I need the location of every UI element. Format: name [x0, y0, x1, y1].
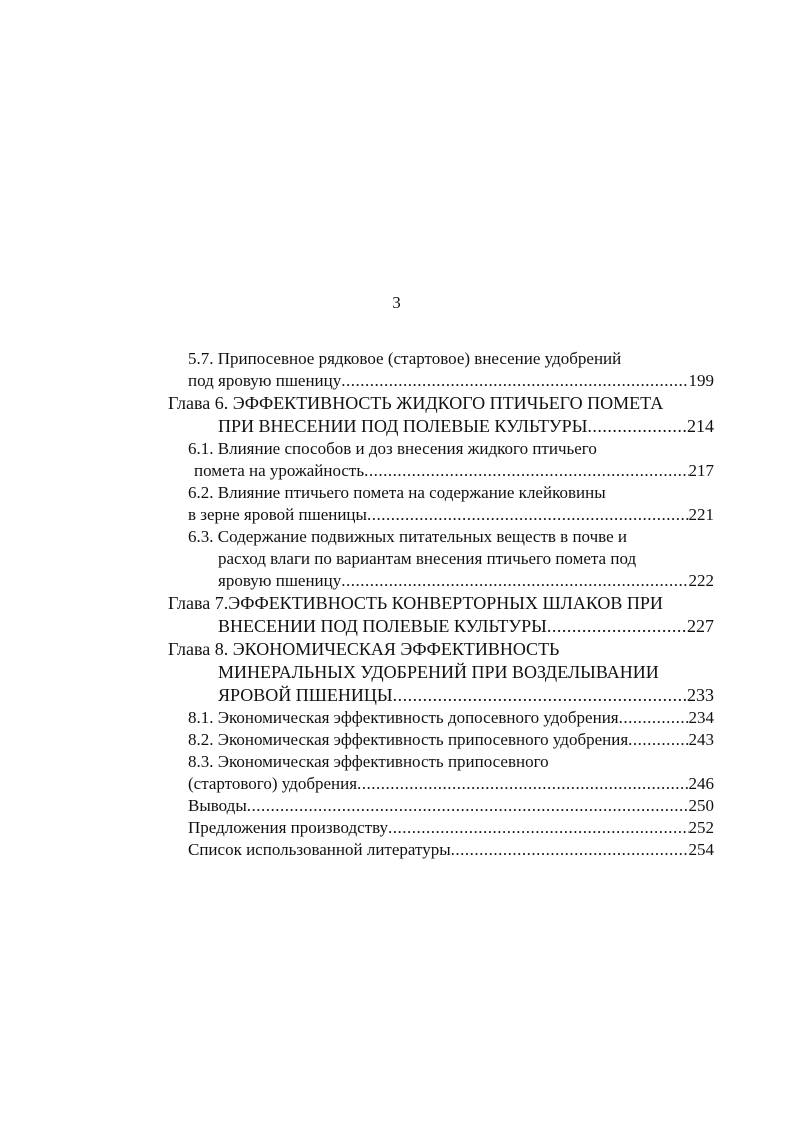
toc-entry-leader-line	[168, 729, 714, 751]
toc-entry-title-cont: яровую пшеницу	[218, 571, 342, 590]
toc-entry-leader-line	[168, 615, 714, 638]
dot-leader	[628, 729, 688, 751]
toc-chapter-6[interactable]	[168, 392, 714, 438]
dot-leader	[364, 460, 688, 482]
toc-entry-leader-line	[168, 839, 714, 861]
toc-entry-title: Выводы	[188, 796, 247, 815]
toc-entry-6-3[interactable]	[168, 526, 714, 592]
dot-leader	[451, 839, 689, 861]
dot-leader	[367, 504, 689, 526]
toc-entry-title: 8.1. Экономическая эффективность допосевного удобрения	[188, 708, 619, 727]
dot-leader	[341, 370, 688, 392]
toc-entry-leader-line	[168, 460, 714, 482]
dot-leader	[247, 795, 689, 817]
toc-entry-leader-line	[168, 707, 714, 729]
toc-entry-title: Список использованной литературы	[188, 840, 451, 859]
toc-entry-leader-line	[168, 684, 714, 707]
toc-entry-title: 8.2. Экономическая эффективность припосевного удобрения	[188, 730, 629, 749]
toc-entry-leader-line	[168, 370, 714, 392]
toc-entry-8-3[interactable]	[168, 751, 714, 795]
toc-entry-conclusions[interactable]	[168, 795, 714, 817]
dot-leader	[393, 684, 687, 707]
toc-entry-5-7[interactable]	[168, 348, 714, 392]
toc-entry-leader-line	[168, 570, 714, 592]
toc-page-number: 222	[688, 571, 714, 590]
toc-entry-6-2[interactable]	[168, 482, 714, 526]
toc-page-number: 217	[688, 461, 714, 480]
toc-entry-title: 6.3. Содержание подвижных питательных веществ в почве и	[188, 527, 627, 546]
toc-entry-leader-line	[168, 817, 714, 839]
toc-page-number: 199	[688, 371, 714, 390]
toc-entry-title: 5.7. Припосевное рядковое (стартовое) внесение удобрений	[188, 349, 622, 368]
toc-chapter-title: Глава 7.ЭФФЕКТИВНОСТЬ КОНВЕРТОРНЫХ ШЛАКОВ ПРИ	[168, 593, 663, 613]
toc-entry-title-cont: в зерне яровой пшеницы	[188, 505, 367, 524]
toc-page-number: 243	[688, 730, 714, 749]
dot-leader	[388, 817, 688, 839]
toc-page-number: 252	[688, 818, 714, 837]
toc-entry-title-cont: под яровую пшеницу	[188, 371, 342, 390]
dot-leader	[619, 707, 689, 729]
toc-chapter-7[interactable]	[168, 592, 714, 638]
dot-leader	[547, 615, 687, 638]
toc-entry-title-cont: помета на урожайность	[194, 461, 365, 480]
toc-entry-leader-line	[168, 773, 714, 795]
toc-chapter-title: Глава 8. ЭКОНОМИЧЕСКАЯ ЭФФЕКТИВНОСТЬ	[168, 639, 560, 659]
toc-chapter-title: Глава 6. ЭФФЕКТИВНОСТЬ ЖИДКОГО ПТИЧЬЕГО ПОМЕТА	[168, 393, 664, 413]
dot-leader	[341, 570, 688, 592]
toc-entry-6-1[interactable]	[168, 438, 714, 482]
toc-entry-title-cont: (стартового) удобрения	[188, 774, 358, 793]
toc-entry-leader-line	[168, 504, 714, 526]
toc-page-number: 227	[687, 616, 714, 636]
toc-entry-8-2[interactable]	[168, 729, 714, 751]
table-of-contents	[168, 348, 714, 861]
toc-entry-leader-line	[168, 415, 714, 438]
toc-page-number: 233	[687, 685, 714, 705]
toc-entry-title-cont: расход влаги по вариантам внесения птичьего помета под	[218, 549, 637, 568]
toc-chapter-title-cont: МИНЕРАЛЬНЫХ УДОБРЕНИЙ ПРИ ВОЗДЕЛЫВАНИИ	[218, 662, 659, 682]
toc-entry-title: 6.2. Влияние птичьего помета на содержание клейковины	[188, 483, 606, 502]
toc-page-number: 221	[688, 505, 714, 524]
toc-page-number: 234	[688, 708, 714, 727]
toc-chapter-title-cont: ВНЕСЕНИИ ПОД ПОЛЕВЫЕ КУЛЬТУРЫ	[218, 616, 547, 636]
toc-entry-8-1[interactable]	[168, 707, 714, 729]
dot-leader	[357, 773, 688, 795]
toc-chapter-title-cont: ЯРОВОЙ ПШЕНИЦЫ	[218, 685, 393, 705]
toc-page-number: 246	[688, 774, 714, 793]
toc-page-number: 214	[687, 416, 714, 436]
toc-entry-proposals[interactable]	[168, 817, 714, 839]
toc-page-number: 250	[688, 796, 714, 815]
toc-entry-title: 6.1. Влияние способов и доз внесения жидкого птичьего	[188, 439, 597, 458]
dot-leader	[587, 415, 687, 438]
toc-page-number: 254	[688, 840, 714, 859]
toc-entry-title: 8.3. Экономическая эффективность припосевного	[188, 752, 549, 771]
toc-entry-references[interactable]	[168, 839, 714, 861]
toc-entry-leader-line	[168, 795, 714, 817]
toc-chapter-8[interactable]	[168, 638, 714, 707]
page-number: 3	[392, 293, 401, 312]
toc-chapter-title-cont: ПРИ ВНЕСЕНИИ ПОД ПОЛЕВЫЕ КУЛЬТУРЫ	[218, 416, 588, 436]
toc-entry-title: Предложения производству	[188, 818, 389, 837]
